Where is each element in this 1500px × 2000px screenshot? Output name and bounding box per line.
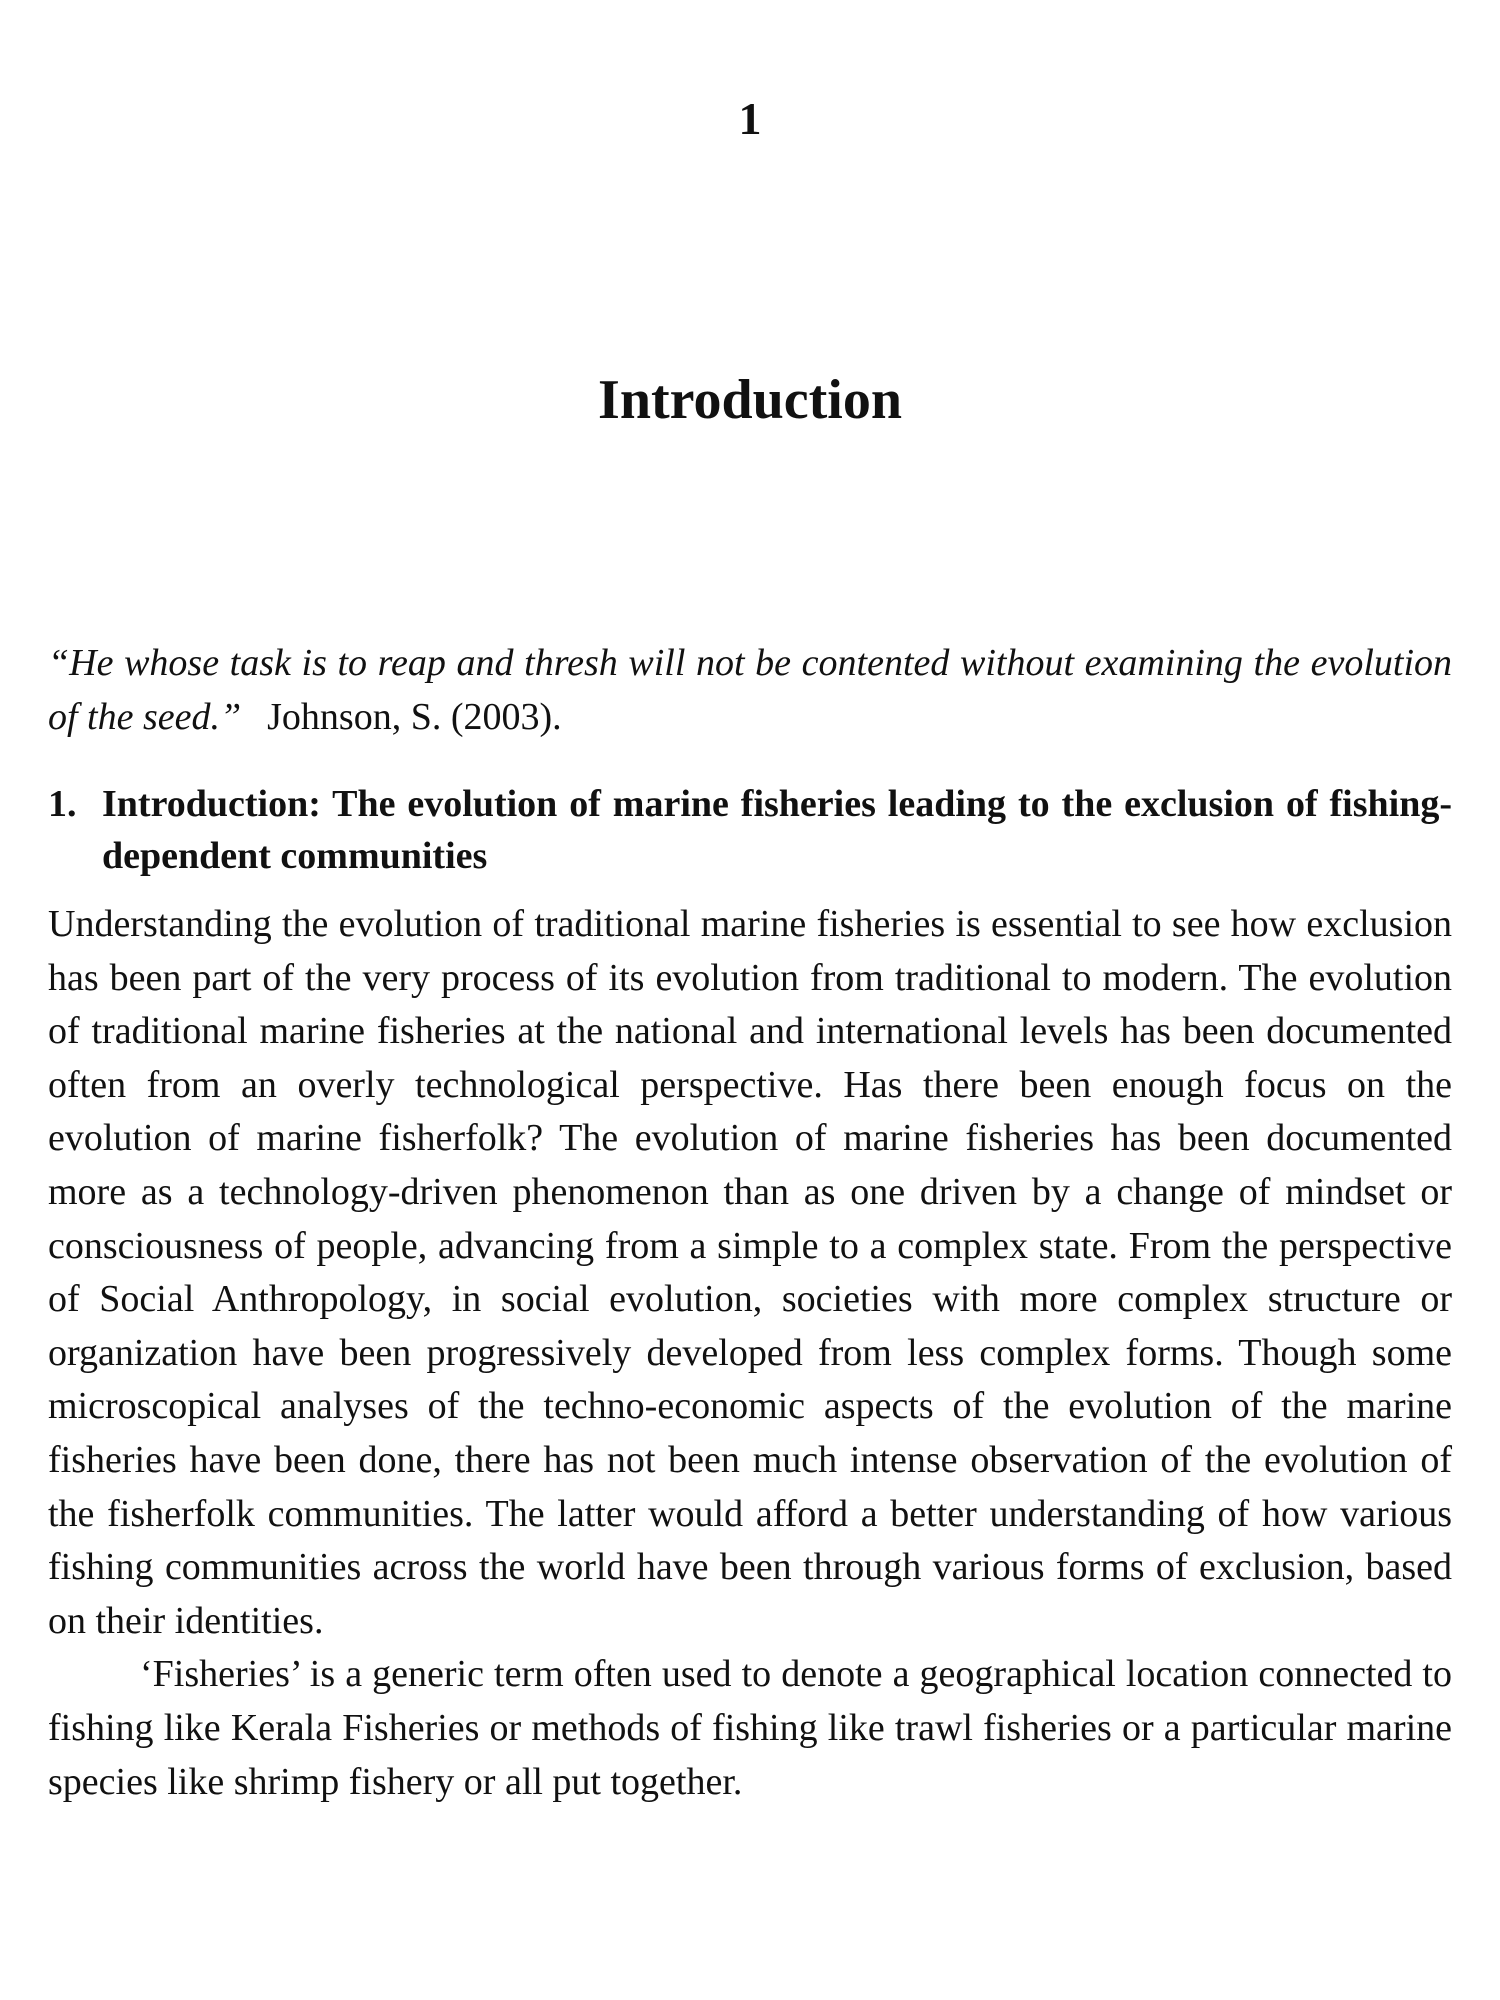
section-number: 1. <box>48 783 77 825</box>
epigraph-quote: “He whose task is to reap and thresh will not be contented without examining the evolution of the seed.” <box>48 642 1452 738</box>
section-heading-text: Introduction: The evolution of marine fisheries leading to the exclusion of fishing-dependent communities <box>102 783 1452 877</box>
epigraph-citation: Johnson, S. (2003). <box>267 696 562 738</box>
body-text <box>48 898 1452 1809</box>
paragraph: ‘Fisheries’ is a generic term often used to denote a geographical location connected to fishing like Kerala Fisheries or methods of fishing like trawl fisheries or a particular marine species like shrimp fishery or all put together. <box>48 1653 1452 1803</box>
chapter-number: 1 <box>738 93 762 144</box>
paragraph: Understanding the evolution of traditional marine fisheries is essential to see how exclusion has been part of the very process of its evolution from traditional to modern. The evolution of traditional marine fisheries at the national and international levels has been documented often from an overly technological perspective. Has there been enough focus on the evolution of marine fisherfolk? The evolution of marine fisheries has been documented more as a technology-driven phenomenon than as one driven by a change of mindset or consciousness of people, advancing from a simple to a complex state. From the perspective of Social Anthropology, in social evolution, societies with more complex structure or organization have been progressively developed from less complex forms. Though some microscopical analyses of the techno-economic aspects of the evolution of the marine fisheries have been done, there has not been much intense observation of the evolution of the fisherfolk communities. The latter would afford a better understanding of how various fishing communities across the world have been through various forms of exclusion, based on their identities. <box>48 903 1452 1642</box>
section-heading <box>48 778 1452 882</box>
chapter-title: Introduction <box>598 369 902 431</box>
epigraph <box>48 636 1452 744</box>
